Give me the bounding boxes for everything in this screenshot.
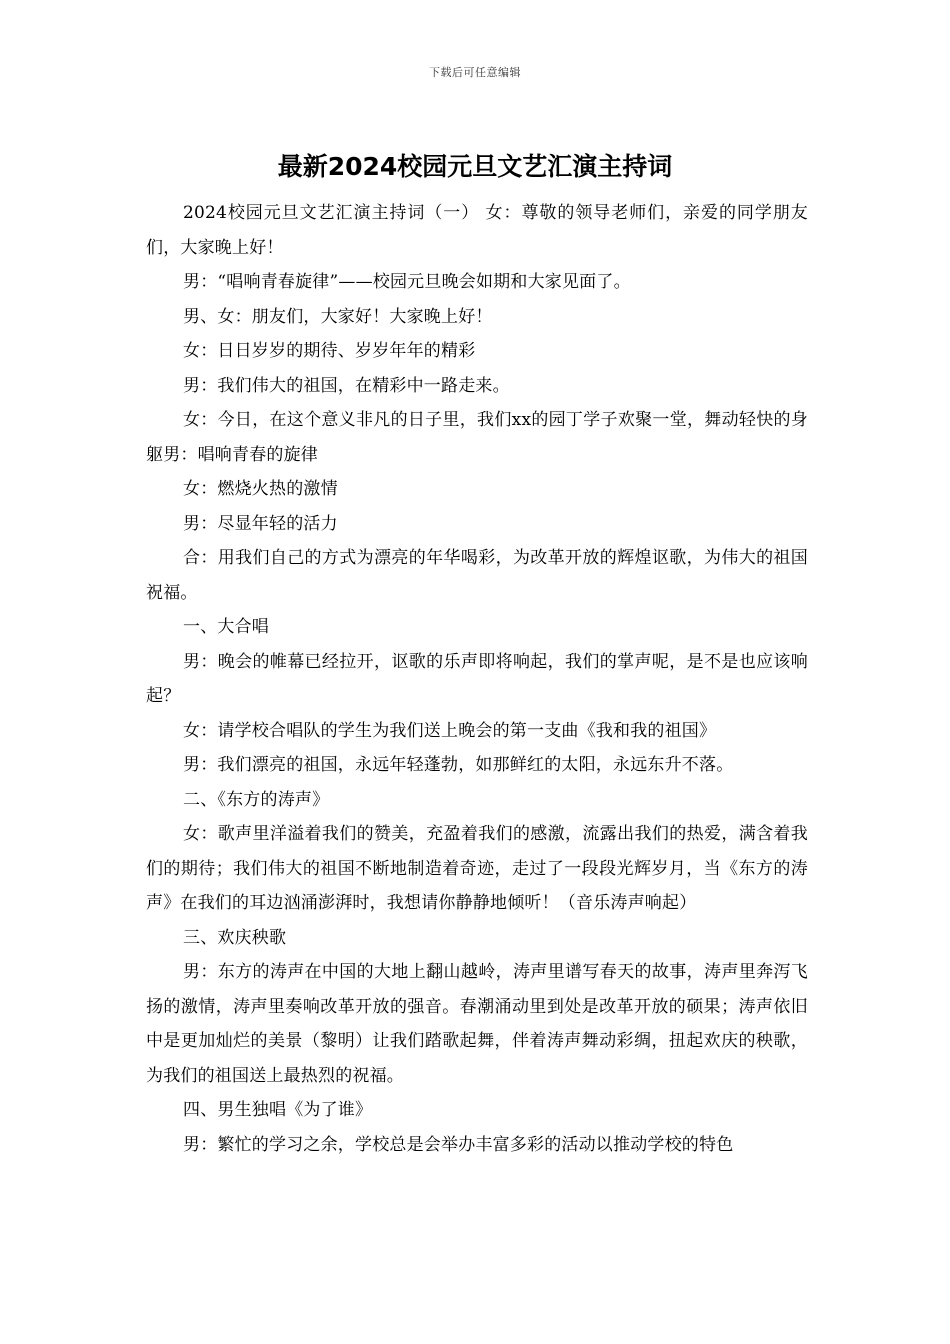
- paragraph: 女：日日岁岁的期待、岁岁年年的精彩: [183, 341, 476, 361]
- paragraph: 男、女：朋友们，大家好！大家晚上好！: [183, 306, 493, 327]
- paragraph: 女：燃烧火热的激情: [183, 479, 338, 499]
- section-heading: 四、男生独唱《为了谁》: [183, 1100, 373, 1120]
- section-heading: 一、大合唱: [183, 617, 269, 637]
- paragraph: 合：用我们自己的方式为漂亮的年华喝彩，为改革开放的辉煌讴歌，为伟大的祖国祝福。: [146, 548, 808, 603]
- paragraph: 男：晚会的帷幕已经拉开，讴歌的乐声即将响起，我们的掌声呢，是不是也应该响起？: [146, 651, 808, 706]
- paragraph: 男：尽显年轻的活力: [183, 513, 338, 534]
- paragraph: 女：今日，在这个意义非凡的日子里，我们xx的园丁学子欢聚一堂，舞动轻快的身躯男：唱响青春的旋律: [146, 410, 808, 465]
- paragraph: 女：歌声里洋溢着我们的赞美，充盈着我们的感激，流露出我们的热爱，满含着我们的期待；我们伟大的祖国不断地制造着奇迹，走过了一段段光辉岁月，当《东方的涛声》在我们的耳边汹涌澎湃时，我想请你静静地倾听！（音乐涛声响起）: [146, 824, 808, 913]
- document-body: [146, 196, 808, 1162]
- document-title: 最新2024校园元旦文艺汇演主持词: [277, 152, 673, 181]
- paragraph: 男：“唱响青春旋律”——校园元旦晚会如期和大家见面了。: [183, 272, 631, 292]
- paragraph: 男：东方的涛声在中国的大地上翻山越岭，涛声里谱写春天的故事，涛声里奔泻飞扬的激情，涛声里奏响改革开放的强音。春潮涌动里到处是改革开放的硕果；涛声依旧中是更加灿烂的美景（黎明）让我们踏歌起舞，伴着涛声舞动彩绸，扭起欢庆的秧歌，为我们的祖国送上最热烈的祝福。: [146, 962, 808, 1086]
- paragraph: 男：我们伟大的祖国，在精彩中一路走来。: [183, 375, 510, 396]
- section-heading: 三、欢庆秧歌: [183, 927, 287, 948]
- page-header-note: 下载后可任意编辑: [429, 66, 521, 79]
- paragraph: 男：我们漂亮的祖国，永远年轻蓬勃，如那鲜红的太阳，永远东升不落。: [183, 755, 734, 775]
- section-heading: 二、《东方的涛声》: [183, 789, 330, 810]
- paragraph: 2024校园元旦文艺汇演主持词（一） 女：尊敬的领导老师们，亲爱的同学朋友们，大家晚上好！: [146, 203, 808, 258]
- paragraph: 女：请学校合唱队的学生为我们送上晚会的第一支曲《我和我的祖国》: [183, 720, 717, 741]
- paragraph: 男：繁忙的学习之余，学校总是会举办丰富多彩的活动以推动学校的特色: [183, 1134, 734, 1155]
